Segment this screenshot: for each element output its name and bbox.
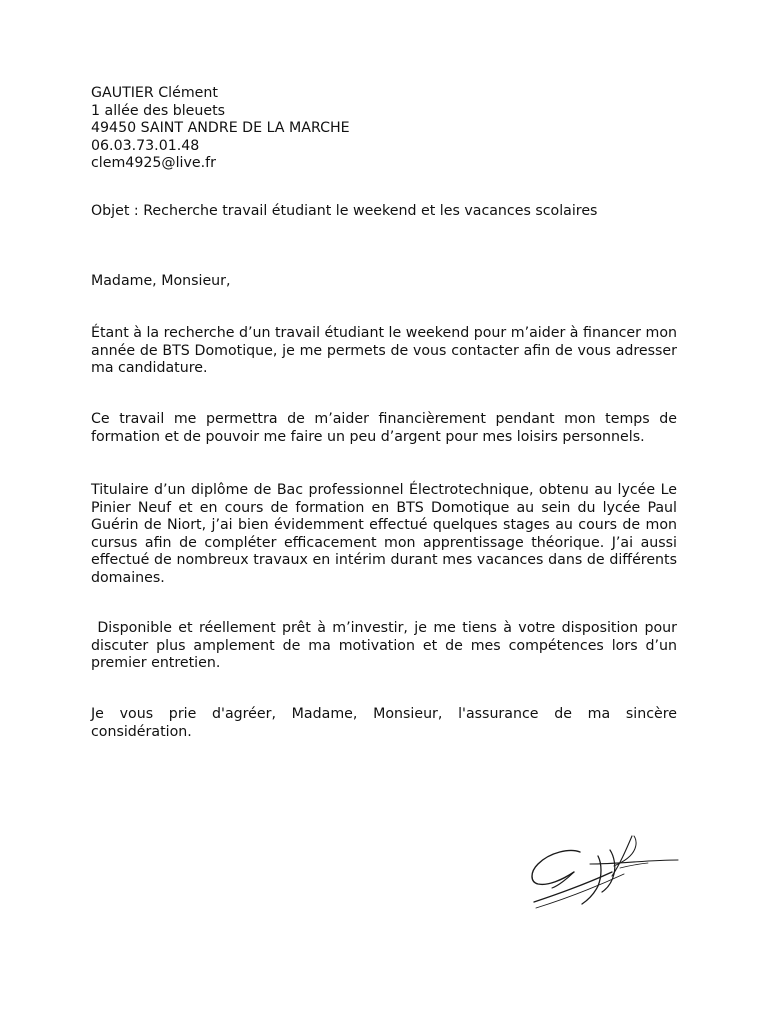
body-paragraph: Titulaire d’un diplôme de Bac professionnel Électrotechnique, obtenu au lycée Le Pinier Neuf et en cours de formation en BTS Domotique au sein du lycée Paul Guérin de Niort, j’ai bien évidemment effectué quelques stages au cours de mon cursus afin de compléter efficacement mon apprentissage théorique. J’ai aussi effectué de nombreux travaux en intérim durant mes vacances dans de différents domaines. [91, 482, 677, 586]
sender-phone: 06.03.73.01.48 [91, 137, 200, 154]
handwritten-signature [528, 830, 688, 915]
closing-formula: Je vous prie d'agréer, Madame, Monsieur, l'assurance de ma sincère considération. [91, 706, 677, 740]
sender-email: clem4925@live.fr [91, 155, 216, 172]
letter-subject: Objet : Recherche travail étudiant le weekend et les vacances scolaires [91, 203, 598, 219]
body-paragraph: Ce travail me permettra de m’aider financièrement pendant mon temps de formation et de pouvoir me faire un peu d’argent pour mes loisirs personnels. [91, 411, 677, 445]
body-paragraph: Étant à la recherche d’un travail étudiant le weekend pour m’aider à financer mon année de BTS Domotique, je me permets de vous contacter afin de vous adresser ma candidature. [91, 325, 677, 377]
sender-city: 49450 SAINT ANDRE DE LA MARCHE [91, 120, 350, 137]
sender-address-block [91, 85, 491, 173]
body-paragraph: Disponible et réellement prêt à m’investir, je me tiens à votre disposition pour discuter plus amplement de ma motivation et de mes compétences lors d’un premier entretien. [91, 620, 682, 672]
sender-street: 1 allée des bleuets [91, 102, 226, 119]
sender-name: GAUTIER Clément [91, 85, 218, 101]
salutation: Madame, Monsieur, [91, 273, 231, 289]
